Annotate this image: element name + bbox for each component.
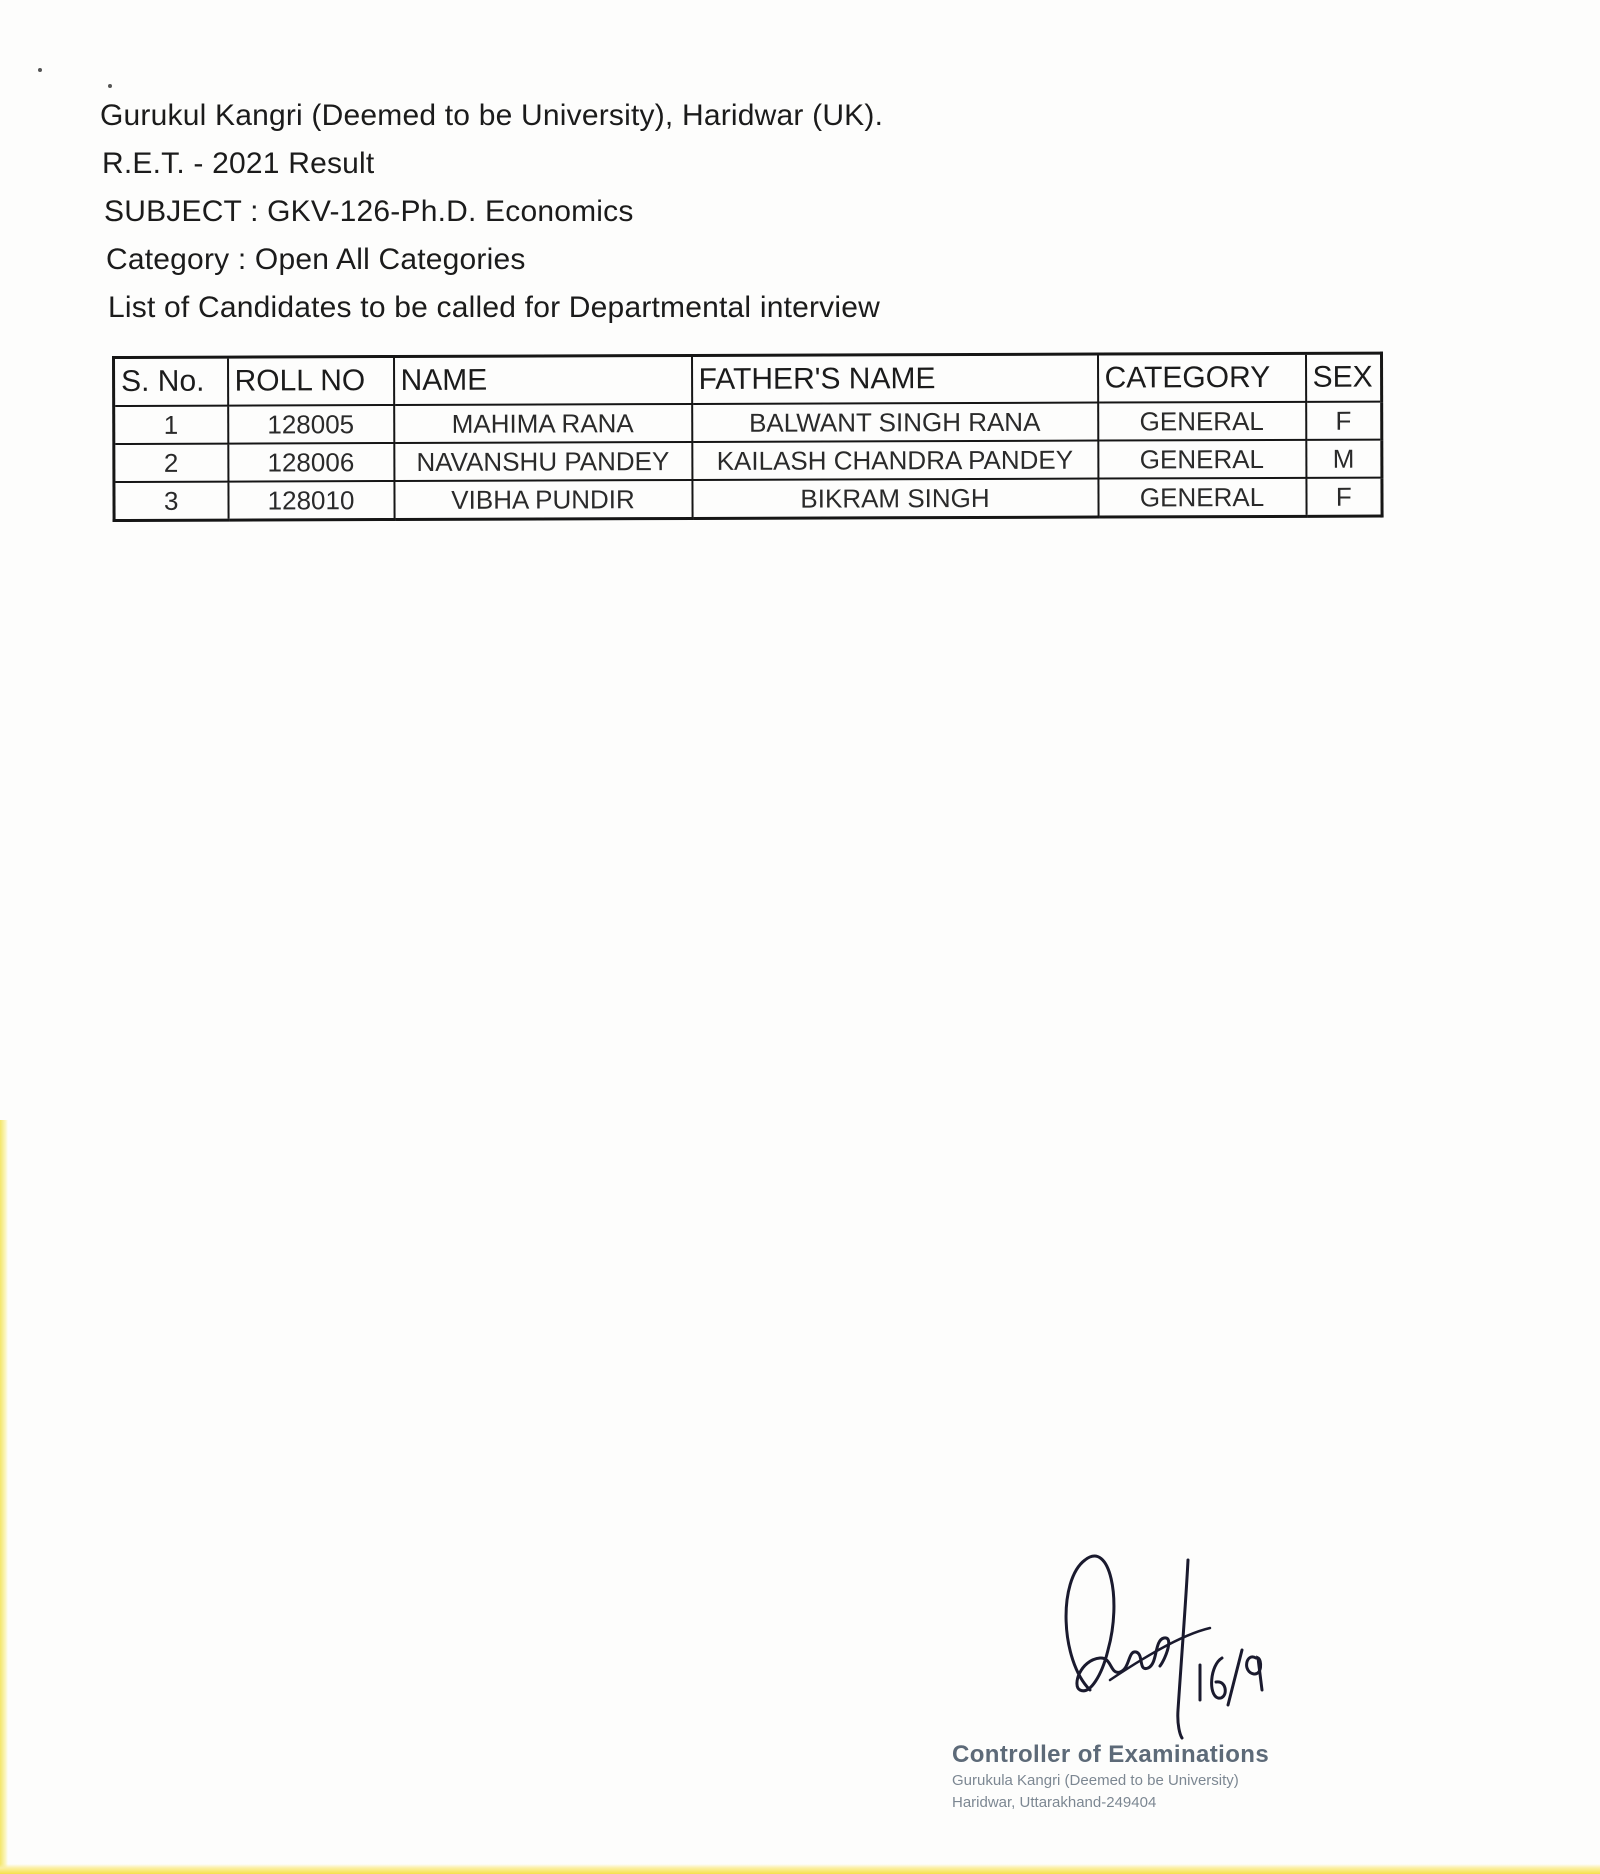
list-title: List of Candidates to be called for Departmental interview bbox=[108, 291, 881, 324]
cell-sno: 1 bbox=[114, 406, 228, 444]
stamp-address-line: Gurukula Kangri (Deemed to be University) bbox=[952, 1772, 1239, 1789]
document-header bbox=[100, 92, 1100, 332]
handwritten-signature bbox=[1050, 1540, 1270, 1740]
cell-name: NAVANSHU PANDEY bbox=[394, 442, 692, 481]
stamp-address-line: Haridwar, Uttarakhand-249404 bbox=[952, 1794, 1157, 1811]
table-row bbox=[114, 402, 1382, 444]
university-name: Gurukul Kangri (Deemed to be University), Haridwar (UK). bbox=[100, 99, 884, 132]
cell-sex: F bbox=[1306, 478, 1382, 517]
scan-edge-left bbox=[0, 1120, 8, 1874]
stamp-title: Controller of Examinations bbox=[952, 1741, 1270, 1768]
result-title: R.E.T. - 2021 Result bbox=[102, 147, 375, 180]
official-stamp bbox=[952, 1740, 1352, 1814]
cell-name: VIBHA PUNDIR bbox=[394, 480, 692, 520]
table-row bbox=[114, 478, 1382, 521]
category-line: Category : Open All Categories bbox=[106, 243, 526, 276]
column-header-roll-no: ROLL NO bbox=[228, 357, 394, 406]
scan-speck bbox=[38, 68, 42, 72]
cell-category: GENERAL bbox=[1098, 402, 1306, 441]
cell-fathers-name: KAILASH CHANDRA PANDEY bbox=[692, 441, 1098, 480]
column-header-fathers-name: FATHER'S NAME bbox=[692, 354, 1098, 404]
cell-roll-no: 128006 bbox=[228, 443, 394, 482]
column-header-sex: SEX bbox=[1305, 353, 1381, 402]
cell-sex: F bbox=[1306, 402, 1382, 440]
cell-category: GENERAL bbox=[1098, 440, 1306, 479]
cell-fathers-name: BIKRAM SINGH bbox=[692, 479, 1098, 519]
cell-fathers-name: BALWANT SINGH RANA bbox=[692, 403, 1098, 442]
cell-name: MAHIMA RANA bbox=[394, 404, 692, 443]
cell-category: GENERAL bbox=[1098, 478, 1306, 517]
column-header-sno: S. No. bbox=[114, 357, 228, 406]
cell-sno: 2 bbox=[114, 444, 228, 482]
column-header-category: CATEGORY bbox=[1097, 353, 1305, 402]
cell-sno: 3 bbox=[114, 482, 228, 521]
table-header-row bbox=[114, 353, 1382, 406]
cell-roll-no: 128010 bbox=[228, 481, 394, 520]
candidates-table bbox=[112, 352, 1384, 522]
signature-block bbox=[940, 1540, 1360, 1860]
scan-edge-bottom bbox=[0, 1864, 1600, 1874]
subject-line: SUBJECT : GKV-126-Ph.D. Economics bbox=[104, 195, 634, 228]
table-row bbox=[114, 440, 1382, 482]
cell-sex: M bbox=[1306, 440, 1382, 478]
cell-roll-no: 128005 bbox=[228, 405, 394, 444]
column-header-name: NAME bbox=[394, 355, 692, 405]
scan-speck bbox=[108, 84, 112, 88]
